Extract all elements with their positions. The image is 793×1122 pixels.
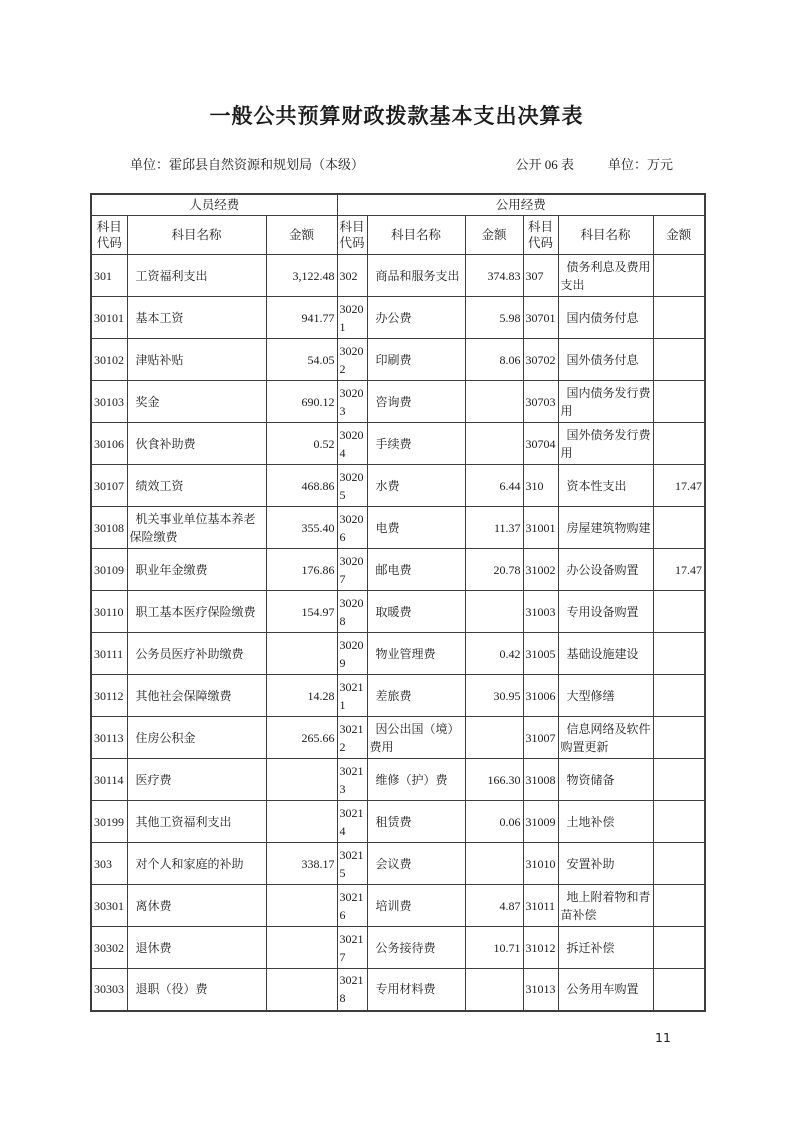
amount-cell (653, 633, 705, 675)
amount-cell: 468.86 (266, 465, 337, 507)
amount-cell: 338.17 (266, 843, 337, 885)
table-row (91, 759, 705, 801)
amount-cell (653, 339, 705, 381)
code-cell: 31009 (523, 801, 558, 843)
code-cell: 31007 (523, 717, 558, 759)
table-row (91, 969, 705, 1011)
name-cell: 其他工资福利支出 (127, 801, 266, 843)
name-cell: 租赁费 (367, 801, 465, 843)
amount-cell: 3,122.48 (266, 255, 337, 297)
col-header-amount: 金额 (465, 216, 523, 255)
code-cell: 31013 (523, 969, 558, 1011)
amount-cell (266, 633, 337, 675)
amount-cell: 14.28 (266, 675, 337, 717)
col-header-code: 科目代码 (523, 216, 558, 255)
amount-cell (653, 969, 705, 1011)
name-cell: 公务员医疗补助缴费 (127, 633, 266, 675)
meta-right-group (515, 154, 673, 173)
name-cell: 物业管理费 (367, 633, 465, 675)
amount-cell: 17.47 (653, 465, 705, 507)
table-row (91, 675, 705, 717)
name-cell: 住房公积金 (127, 717, 266, 759)
amount-cell: 690.12 (266, 381, 337, 423)
code-cell: 30199 (91, 801, 127, 843)
col-header-amount: 金额 (653, 216, 705, 255)
table-row (91, 255, 705, 297)
amount-cell (653, 591, 705, 633)
code-cell: 30214 (337, 801, 367, 843)
name-cell: 办公设备购置 (558, 549, 653, 591)
amount-cell (653, 759, 705, 801)
amount-cell (653, 717, 705, 759)
group-header-public: 公用经费 (337, 194, 705, 216)
amount-cell: 0.52 (266, 423, 337, 465)
code-cell: 31003 (523, 591, 558, 633)
col-header-code: 科目代码 (91, 216, 127, 255)
name-cell: 水费 (367, 465, 465, 507)
name-cell: 公务接待费 (367, 927, 465, 969)
code-cell: 30209 (337, 633, 367, 675)
name-cell: 资本性支出 (558, 465, 653, 507)
code-cell: 30702 (523, 339, 558, 381)
code-cell: 30102 (91, 339, 127, 381)
amount-cell (465, 423, 523, 465)
table-row (91, 717, 705, 759)
code-cell: 30217 (337, 927, 367, 969)
page-title: 一般公共预算财政拨款基本支出决算表 (209, 104, 584, 128)
group-header-personnel: 人员经费 (91, 194, 337, 216)
table-row (91, 465, 705, 507)
amount-cell (266, 927, 337, 969)
name-cell: 基础设施建设 (558, 633, 653, 675)
code-cell: 30113 (91, 717, 127, 759)
amount-cell (653, 801, 705, 843)
amount-cell: 0.06 (465, 801, 523, 843)
code-cell: 30101 (91, 297, 127, 339)
col-header-amount: 金额 (266, 216, 337, 255)
code-cell: 30206 (337, 507, 367, 549)
code-cell: 30108 (91, 507, 127, 549)
name-cell: 债务利息及费用支出 (558, 255, 653, 297)
amount-cell (465, 717, 523, 759)
table-row (91, 885, 705, 927)
table-row (91, 381, 705, 423)
name-cell: 地上附着物和青苗补偿 (558, 885, 653, 927)
code-cell: 31011 (523, 885, 558, 927)
amount-cell (266, 759, 337, 801)
code-cell: 30215 (337, 843, 367, 885)
amount-cell: 11.37 (465, 507, 523, 549)
table-row (91, 297, 705, 339)
name-cell: 国外债务付息 (558, 339, 653, 381)
code-cell: 31005 (523, 633, 558, 675)
code-cell: 31010 (523, 843, 558, 885)
name-cell: 会议费 (367, 843, 465, 885)
name-cell: 职业年金缴费 (127, 549, 266, 591)
code-cell: 30701 (523, 297, 558, 339)
amount-cell: 6.44 (465, 465, 523, 507)
code-cell: 30203 (337, 381, 367, 423)
code-cell: 30211 (337, 675, 367, 717)
code-cell: 31008 (523, 759, 558, 801)
code-cell: 30303 (91, 969, 127, 1011)
name-cell: 国内债务付息 (558, 297, 653, 339)
name-cell: 医疗费 (127, 759, 266, 801)
amount-cell: 4.87 (465, 885, 523, 927)
name-cell: 国外债务发行费用 (558, 423, 653, 465)
name-cell: 对个人和家庭的补助 (127, 843, 266, 885)
name-cell: 办公费 (367, 297, 465, 339)
name-cell: 绩效工资 (127, 465, 266, 507)
code-cell: 30704 (523, 423, 558, 465)
code-cell: 30208 (337, 591, 367, 633)
amount-cell: 30.95 (465, 675, 523, 717)
code-cell: 30109 (91, 549, 127, 591)
expenditure-table (90, 193, 706, 1012)
name-cell: 差旅费 (367, 675, 465, 717)
amount-cell (653, 675, 705, 717)
code-cell: 30301 (91, 885, 127, 927)
amount-cell: 54.05 (266, 339, 337, 381)
amount-cell: 265.66 (266, 717, 337, 759)
name-cell: 土地补偿 (558, 801, 653, 843)
name-cell: 因公出国（境）费用 (367, 717, 465, 759)
name-cell: 手续费 (367, 423, 465, 465)
amount-cell: 355.40 (266, 507, 337, 549)
name-cell: 物资储备 (558, 759, 653, 801)
code-cell: 30201 (337, 297, 367, 339)
amount-cell: 8.06 (465, 339, 523, 381)
code-cell: 30114 (91, 759, 127, 801)
code-cell: 30207 (337, 549, 367, 591)
code-cell: 31001 (523, 507, 558, 549)
amount-cell: 176.86 (266, 549, 337, 591)
name-cell: 拆迁补偿 (558, 927, 653, 969)
name-cell: 津贴补贴 (127, 339, 266, 381)
table-body (91, 255, 705, 1011)
table-row (91, 801, 705, 843)
table-row (91, 549, 705, 591)
amount-cell (653, 423, 705, 465)
table-row (91, 927, 705, 969)
name-cell: 奖金 (127, 381, 266, 423)
currency-unit-label: 单位：万元 (607, 157, 673, 172)
amount-cell (465, 381, 523, 423)
amount-cell (653, 927, 705, 969)
table-row (91, 633, 705, 675)
code-cell: 30212 (337, 717, 367, 759)
code-cell: 30216 (337, 885, 367, 927)
col-header-code: 科目代码 (337, 216, 367, 255)
amount-cell (653, 381, 705, 423)
code-cell: 30703 (523, 381, 558, 423)
column-header-row (91, 216, 705, 255)
table-row (91, 507, 705, 549)
name-cell: 伙食补助费 (127, 423, 266, 465)
name-cell: 房屋建筑物购建 (558, 507, 653, 549)
name-cell: 商品和服务支出 (367, 255, 465, 297)
group-header-row (91, 194, 705, 216)
code-cell: 30218 (337, 969, 367, 1011)
reporting-unit-label: 单位：霍邱县自然资源和规划局（本级） (130, 157, 365, 172)
amount-cell: 374.83 (465, 255, 523, 297)
amount-cell (266, 885, 337, 927)
code-cell: 30107 (91, 465, 127, 507)
amount-cell (653, 297, 705, 339)
amount-cell (465, 843, 523, 885)
table-meta-line (130, 154, 673, 173)
code-cell: 310 (523, 465, 558, 507)
code-cell: 30204 (337, 423, 367, 465)
amount-cell: 5.98 (465, 297, 523, 339)
name-cell: 机关事业单位基本养老保险缴费 (127, 507, 266, 549)
code-cell: 30205 (337, 465, 367, 507)
amount-cell (465, 969, 523, 1011)
amount-cell: 10.71 (465, 927, 523, 969)
amount-cell (266, 801, 337, 843)
page-number: 11 (655, 1030, 671, 1045)
amount-cell (653, 843, 705, 885)
name-cell: 基本工资 (127, 297, 266, 339)
code-cell: 303 (91, 843, 127, 885)
name-cell: 专用材料费 (367, 969, 465, 1011)
code-cell: 30111 (91, 633, 127, 675)
amount-cell: 154.97 (266, 591, 337, 633)
amount-cell (653, 885, 705, 927)
name-cell: 咨询费 (367, 381, 465, 423)
table-number-label: 公开 06 表 (515, 157, 574, 172)
amount-cell (653, 507, 705, 549)
name-cell: 其他社会保障缴费 (127, 675, 266, 717)
amount-cell (465, 591, 523, 633)
amount-cell: 17.47 (653, 549, 705, 591)
col-header-name: 科目名称 (367, 216, 465, 255)
name-cell: 离休费 (127, 885, 266, 927)
code-cell: 301 (91, 255, 127, 297)
name-cell: 邮电费 (367, 549, 465, 591)
table-row (91, 339, 705, 381)
code-cell: 30103 (91, 381, 127, 423)
name-cell: 安置补助 (558, 843, 653, 885)
name-cell: 维修（护）费 (367, 759, 465, 801)
name-cell: 取暖费 (367, 591, 465, 633)
name-cell: 公务用车购置 (558, 969, 653, 1011)
name-cell: 电费 (367, 507, 465, 549)
name-cell: 职工基本医疗保险缴费 (127, 591, 266, 633)
name-cell: 印刷费 (367, 339, 465, 381)
name-cell: 工资福利支出 (127, 255, 266, 297)
code-cell: 31012 (523, 927, 558, 969)
code-cell: 30106 (91, 423, 127, 465)
amount-cell: 941.77 (266, 297, 337, 339)
code-cell: 30213 (337, 759, 367, 801)
table-row (91, 843, 705, 885)
col-header-name: 科目名称 (127, 216, 266, 255)
code-cell: 302 (337, 255, 367, 297)
code-cell: 30302 (91, 927, 127, 969)
name-cell: 信息网络及软件购置更新 (558, 717, 653, 759)
name-cell: 大型修缮 (558, 675, 653, 717)
table-row (91, 591, 705, 633)
amount-cell (653, 255, 705, 297)
name-cell: 国内债务发行费用 (558, 381, 653, 423)
code-cell: 307 (523, 255, 558, 297)
code-cell: 30202 (337, 339, 367, 381)
amount-cell (266, 969, 337, 1011)
name-cell: 退休费 (127, 927, 266, 969)
name-cell: 退职（役）费 (127, 969, 266, 1011)
code-cell: 30110 (91, 591, 127, 633)
code-cell: 30112 (91, 675, 127, 717)
amount-cell: 20.78 (465, 549, 523, 591)
table-head (91, 194, 705, 255)
amount-cell: 166.30 (465, 759, 523, 801)
code-cell: 31002 (523, 549, 558, 591)
amount-cell: 0.42 (465, 633, 523, 675)
col-header-name: 科目名称 (558, 216, 653, 255)
name-cell: 培训费 (367, 885, 465, 927)
table-row (91, 423, 705, 465)
name-cell: 专用设备购置 (558, 591, 653, 633)
code-cell: 31006 (523, 675, 558, 717)
